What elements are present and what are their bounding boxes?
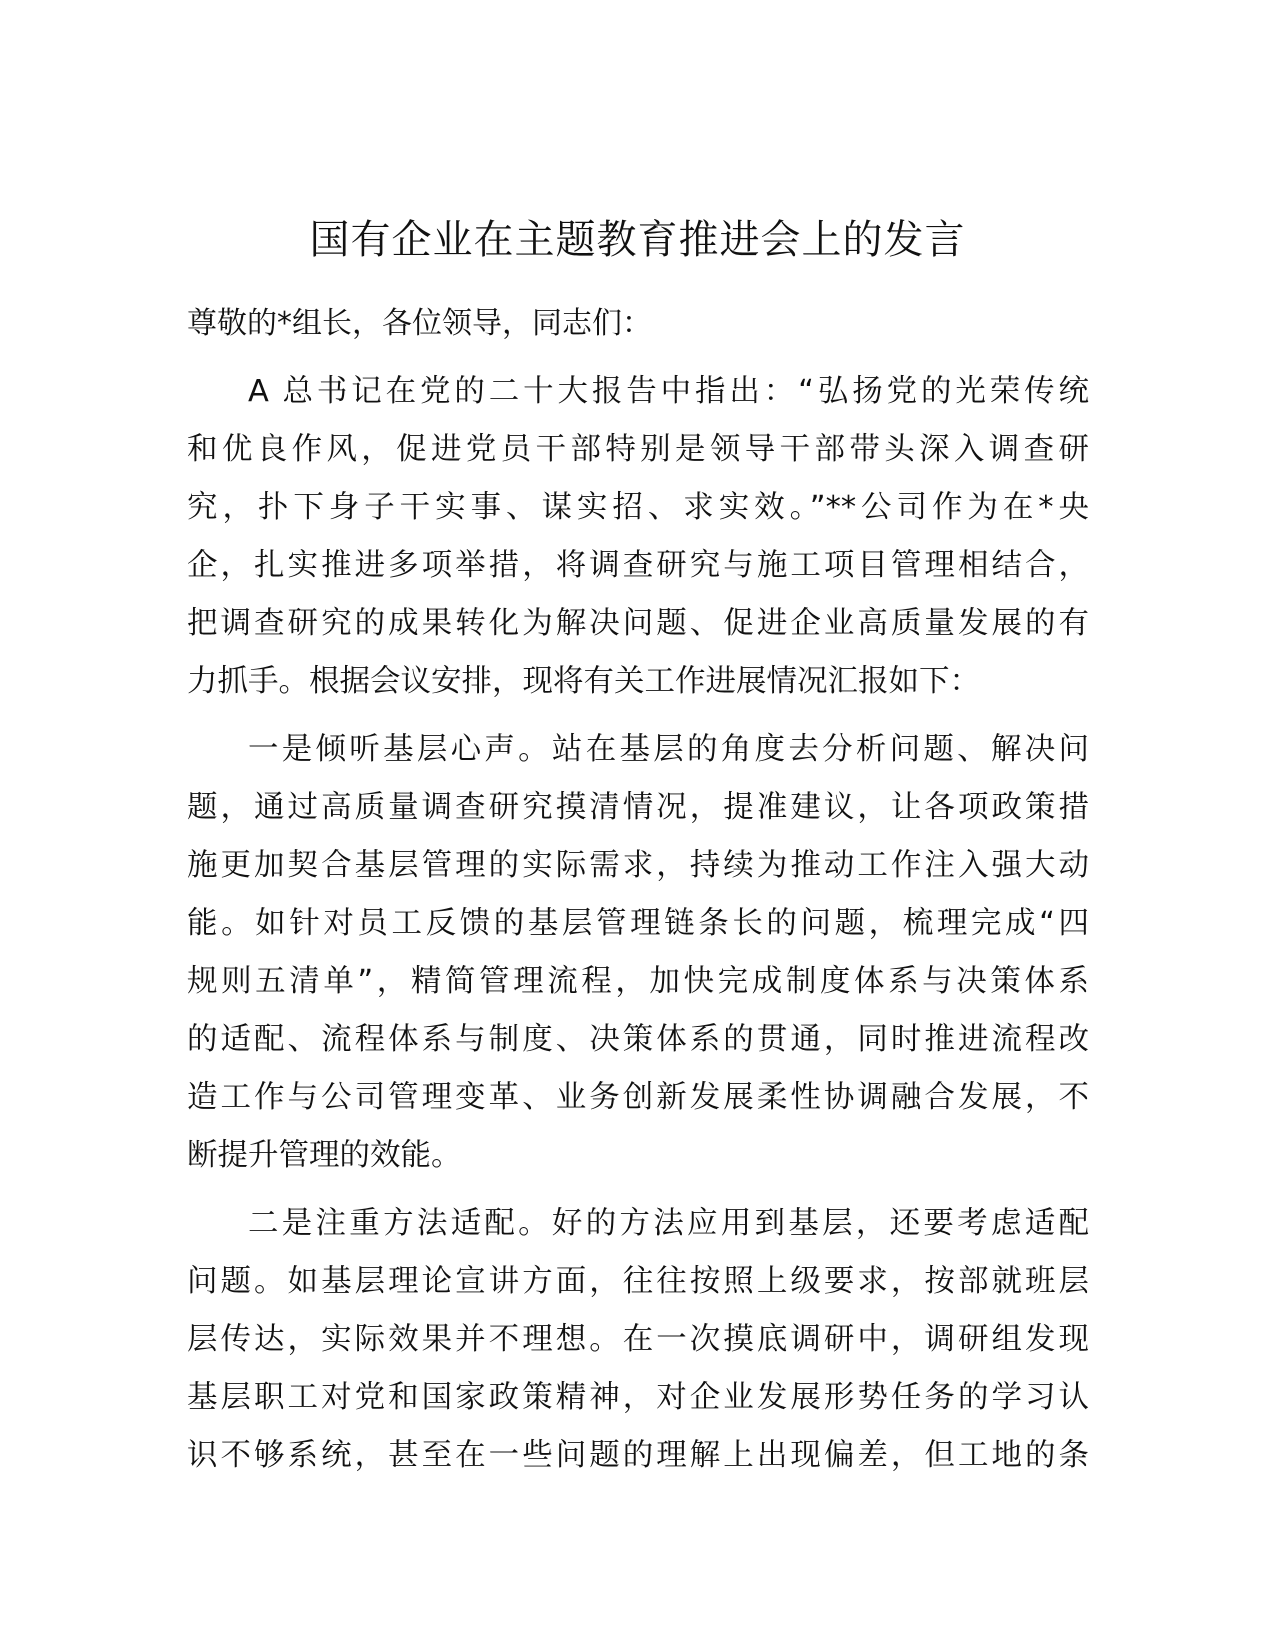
paragraph-line: 的适配、流程体系与制度、决策体系的贯通，同时推进流程改: [187, 1022, 1089, 1057]
paragraph-line: 规则五清单”，精简管理流程，加快完成制度体系与决策体系: [187, 964, 1089, 999]
paragraph-intro: [187, 363, 1089, 711]
paragraph-line: 二是注重方法适配。好的方法应用到基层，还要考虑适配: [248, 1206, 1089, 1241]
paragraph-point-two: [187, 1195, 1089, 1485]
paragraph-line: 基层职工对党和国家政策精神，对企业发展形势任务的学习认: [187, 1380, 1089, 1415]
document-title: 国有企业在主题教育推进会上的发言: [309, 217, 966, 263]
salutation: 尊敬的*组长，各位领导，同志们：: [187, 306, 652, 341]
paragraph-line: 层传达，实际效果并不理想。在一次摸底调研中，调研组发现: [187, 1322, 1089, 1357]
paragraph-point-one: [187, 721, 1089, 1185]
paragraph-line: 识不够系统，甚至在一些问题的理解上出现偏差，但工地的条: [187, 1438, 1089, 1473]
document-body: [187, 295, 1089, 1495]
paragraph-line: 断提升管理的效能。: [187, 1138, 462, 1173]
paragraph-line: 能。如针对员工反馈的基层管理链条长的问题，梳理完成“四: [187, 906, 1089, 941]
paragraph-line: 和优良作风，促进党员干部特别是领导干部带头深入调查研: [187, 432, 1089, 467]
paragraph-line: 究，扑下身子干实事、谋实招、求实效。”**公司作为在*央: [187, 490, 1089, 525]
paragraph-line: 问题。如基层理论宣讲方面，往往按照上级要求，按部就班层: [187, 1264, 1089, 1299]
paragraph-line: 题，通过高质量调查研究摸清情况，提准建议，让各项政策措: [187, 790, 1089, 825]
paragraph-line: 一是倾听基层心声。站在基层的角度去分析问题、解决问: [248, 732, 1089, 767]
paragraph-line: A 总书记在党的二十大报告中指出：“弘扬党的光荣传统: [248, 374, 1089, 409]
paragraph-line: 造工作与公司管理变革、业务创新发展柔性协调融合发展，不: [187, 1080, 1089, 1115]
paragraph-line: 企，扎实推进多项举措，将调查研究与施工项目管理相结合，: [187, 548, 1089, 583]
paragraph-line: 力抓手。根据会议安排，现将有关工作进展情况汇报如下：: [187, 664, 980, 699]
paragraph-line: 把调查研究的成果转化为解决问题、促进企业高质量发展的有: [187, 606, 1089, 641]
paragraph-line: 施更加契合基层管理的实际需求，持续为推动工作注入强大动: [187, 848, 1089, 883]
